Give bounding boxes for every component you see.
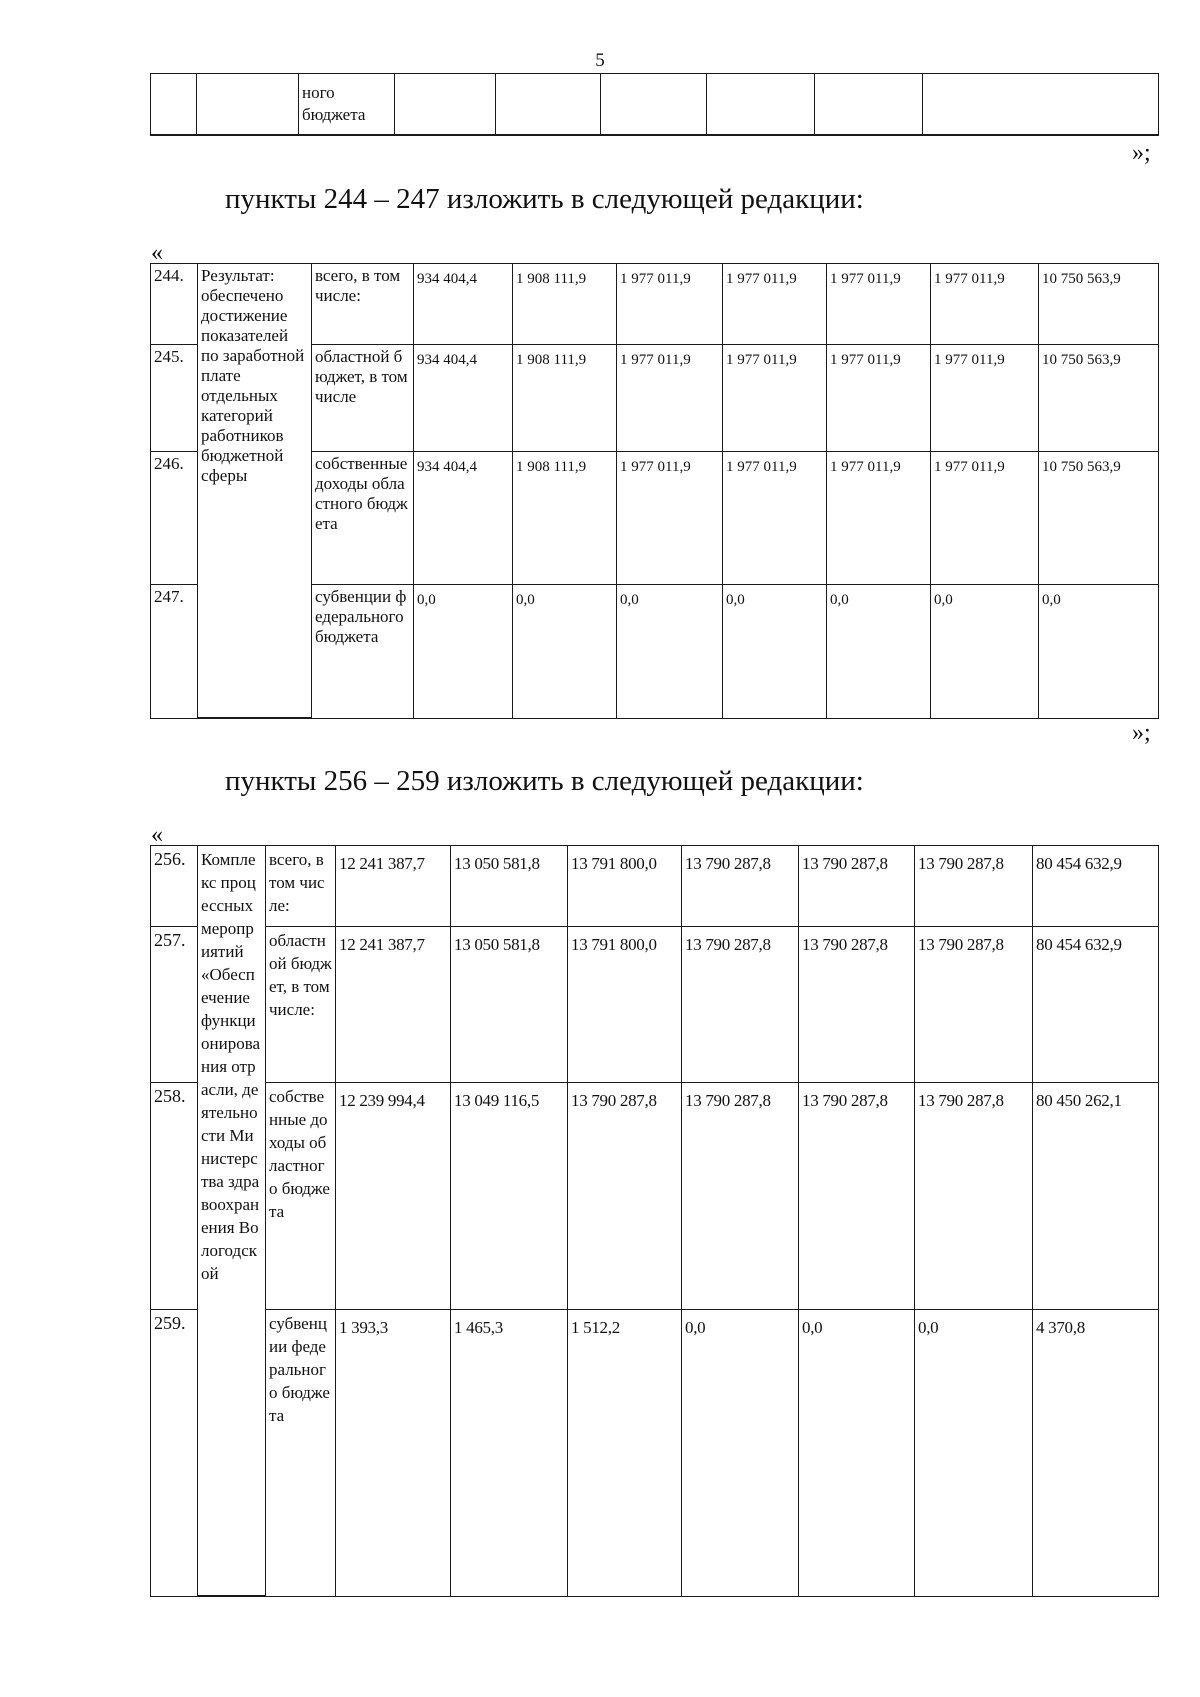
value-cell: 13 791 800,0: [568, 927, 682, 1083]
value-cell: 12 241 387,7: [336, 927, 451, 1083]
top-table-cell: [815, 74, 923, 135]
value-cell: 1 977 011,9: [617, 452, 723, 585]
section-heading: пункты 244 – 247 изложить в следующей редакции:: [225, 183, 864, 215]
value-cell: 13 790 287,8: [682, 846, 799, 927]
value-cell: 0,0: [682, 1310, 799, 1596]
row-label: субвенции федерального бюджета: [266, 1310, 336, 1596]
row-number: 247.: [151, 585, 198, 718]
complex-label: Комплекс процессных мероприятий «Обеспечение функционирования отрасли, деятельности Министерства здравоохранения Вологодской: [198, 846, 266, 1596]
value-cell: 10 750 563,9: [1039, 345, 1158, 452]
top-table: [150, 73, 1159, 136]
value-cell: 1 977 011,9: [931, 264, 1039, 345]
top-table-cell: [707, 74, 815, 135]
top-table-cell: [197, 74, 299, 135]
value-cell: 10 750 563,9: [1039, 264, 1158, 345]
value-cell: 13 790 287,8: [682, 927, 799, 1083]
row-label: всего, в том числе:: [266, 846, 336, 927]
value-cell: 1 908 111,9: [513, 452, 617, 585]
value-cell: 80 450 262,1: [1033, 1083, 1158, 1310]
table-244-247: [150, 263, 1159, 719]
value-cell: 0,0: [513, 585, 617, 718]
value-cell: 0,0: [617, 585, 723, 718]
value-cell: 1 908 111,9: [513, 345, 617, 452]
row-label: областной бюджет, в том числе: [312, 345, 414, 452]
value-cell: 13 790 287,8: [915, 1083, 1033, 1310]
row-label: всего, в том числе:: [312, 264, 414, 345]
value-cell: 12 239 994,4: [336, 1083, 451, 1310]
row-label: областной бюджет, в том числе:: [266, 927, 336, 1083]
top-table-cell: [395, 74, 496, 135]
value-cell: 1 977 011,9: [617, 264, 723, 345]
value-cell: 1 393,3: [336, 1310, 451, 1596]
row-number: 245.: [151, 345, 198, 452]
value-cell: 13 790 287,8: [799, 927, 915, 1083]
value-cell: 13 050 581,8: [451, 927, 568, 1083]
row-number: 259.: [151, 1310, 198, 1596]
value-cell: 1 977 011,9: [617, 345, 723, 452]
value-cell: 1 977 011,9: [827, 345, 931, 452]
top-table-cell: [923, 74, 1158, 135]
value-cell: 934 404,4: [414, 264, 513, 345]
value-cell: 13 049 116,5: [451, 1083, 568, 1310]
result-label: Результат: обеспечено достижение показателей по заработной плате отдельных категорий работников бюджетной сферы: [198, 264, 312, 718]
opening-quote: «: [151, 822, 163, 848]
value-cell: 0,0: [414, 585, 513, 718]
value-cell: 1 977 011,9: [723, 452, 827, 585]
top-table-cell: [496, 74, 601, 135]
value-cell: 1 977 011,9: [723, 345, 827, 452]
value-cell: 0,0: [799, 1310, 915, 1596]
value-cell: 13 790 287,8: [799, 846, 915, 927]
value-cell: 13 790 287,8: [799, 1083, 915, 1310]
value-cell: 0,0: [723, 585, 827, 718]
value-cell: 934 404,4: [414, 345, 513, 452]
value-cell: 1 908 111,9: [513, 264, 617, 345]
value-cell: 4 370,8: [1036, 1318, 1085, 1337]
value-cell: 13 791 800,0: [568, 846, 682, 927]
value-cell: 13 790 287,8: [915, 846, 1033, 927]
row-number: 246.: [151, 452, 198, 585]
row-number: 256.: [151, 846, 198, 927]
value-cell: 1 977 011,9: [827, 452, 931, 585]
value-cell: 80 454 632,9: [1033, 927, 1158, 1083]
value-cell: 1 977 011,9: [931, 452, 1039, 585]
closing-quote: »;: [1132, 140, 1151, 166]
value-cell: 0,0: [1042, 592, 1061, 608]
value-cell: 13 790 287,8: [682, 1083, 799, 1310]
value-cell: 1 465,3: [451, 1310, 568, 1596]
value-cell: 0,0: [915, 1310, 1033, 1596]
value-cell: 934 404,4: [414, 452, 513, 585]
value-cell: 80 454 632,9: [1033, 846, 1158, 927]
row-number: 258.: [151, 1083, 198, 1310]
top-table-cell: [151, 74, 197, 135]
value-cell: 1 512,2: [568, 1310, 682, 1596]
section-heading: пункты 256 – 259 изложить в следующей редакции:: [225, 765, 864, 797]
value-cell: 1 977 011,9: [723, 264, 827, 345]
row-label: субвенции федерального бюджета: [312, 585, 414, 718]
value-cell: 0,0: [931, 585, 1039, 718]
closing-quote: »;: [1132, 720, 1151, 746]
value-cell: 12 241 387,7: [336, 846, 451, 927]
top-table-label: ного бюджета: [299, 74, 395, 135]
value-cell: 13 050 581,8: [451, 846, 568, 927]
top-table-cell: [601, 74, 707, 135]
row-number: 257.: [151, 927, 198, 1083]
value-cell: 10 750 563,9: [1039, 452, 1158, 585]
value-cell: 13 790 287,8: [915, 927, 1033, 1083]
value-cell: 0,0: [827, 585, 931, 718]
opening-quote: «: [151, 240, 163, 266]
value-cell: 1 977 011,9: [931, 345, 1039, 452]
page-number: 5: [595, 50, 605, 71]
value-cell: 13 790 287,8: [568, 1083, 682, 1310]
row-label: собственные доходы областного бюджета: [312, 452, 414, 585]
row-label: собственные доходы областного бюджета: [266, 1083, 336, 1310]
table-256-259: [150, 845, 1159, 1597]
row-number: 244.: [151, 264, 198, 345]
value-cell: 1 977 011,9: [827, 264, 931, 345]
